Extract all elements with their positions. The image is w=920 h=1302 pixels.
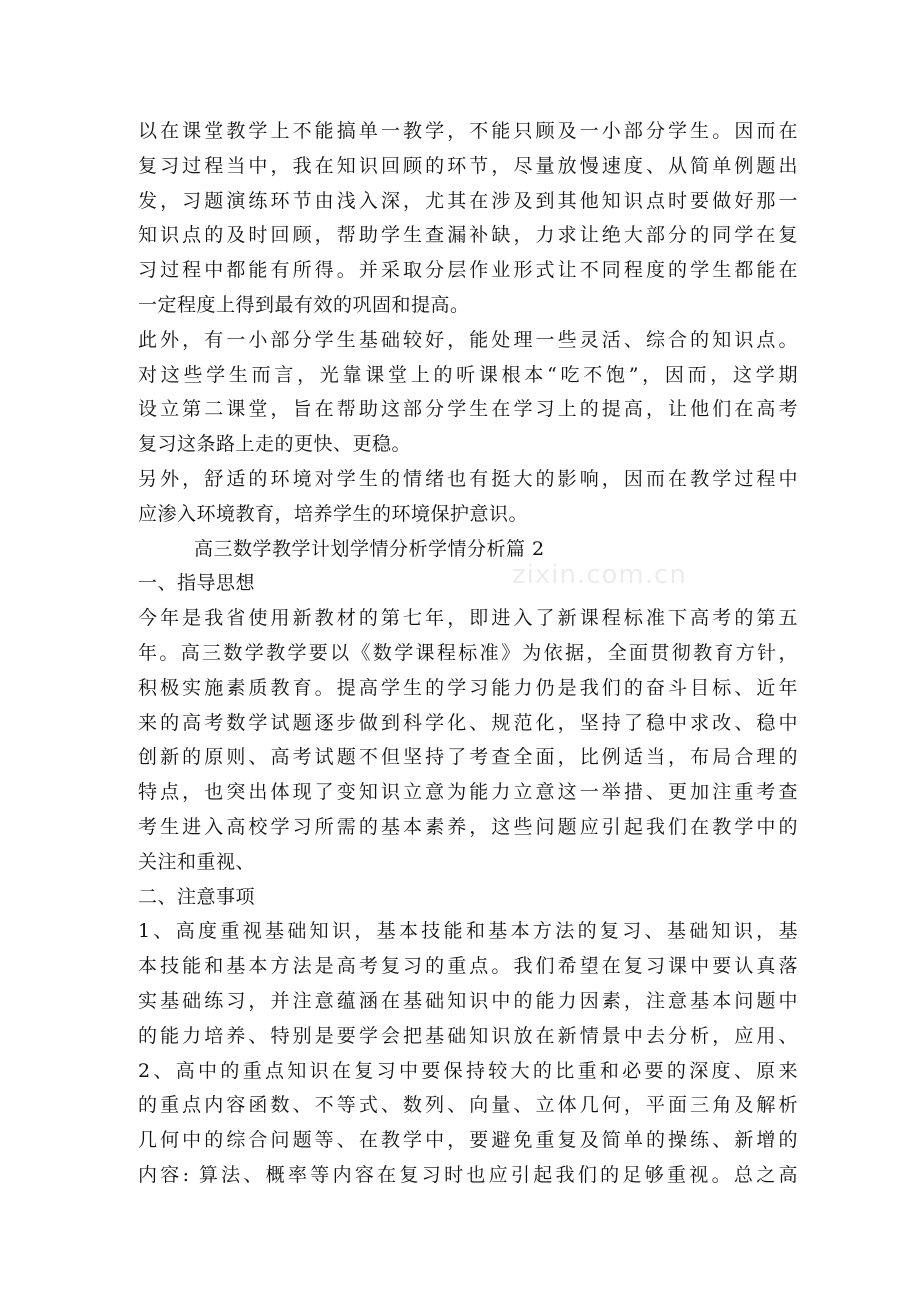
- text-line: 内容: 算法、概率等内容在复习时也应引起我们的足够重视。总之高: [138, 1163, 798, 1186]
- text-line: 一定程度上得到最有效的巩固和提高。: [138, 293, 470, 316]
- text-line: 实基础练习，并注意蕴涵在基础知识中的能力因素，注意基本问题中: [138, 989, 798, 1012]
- document-body: [138, 114, 798, 1193]
- paragraph-2: [138, 323, 798, 462]
- text-line: 本技能和基本方法是高考复习的重点。我们希望在复习课中要认真落: [138, 955, 798, 978]
- text-line: 2、高中的重点知识在复习中要保持较大的比重和必要的深度、原来: [138, 1059, 798, 1082]
- text-line: 发，习题演练环节由浅入深，尤其在涉及到其他知识点时要做好那一: [138, 189, 798, 212]
- heading-guiding-ideology: 一、指导思想: [138, 572, 256, 595]
- text-line: 以在课堂教学上不能搞单一教学，不能只顾及一小部分学生。因而在: [138, 120, 798, 142]
- text-line: 考生进入高校学习所需的基本素养，这些问题应引起我们在教学中的: [138, 815, 798, 838]
- text-line: 年。高三数学教学要以《数学课程标准》为依据，全面贯彻教育方针，: [138, 641, 798, 664]
- text-line: 来的高考数学试题逐步做到科学化、规范化，坚持了稳中求改、稳中: [138, 711, 798, 734]
- text-line: 习过程中都能有所得。并采取分层作业形式让不同程度的学生都能在: [138, 259, 798, 282]
- text-line: 关注和重视、: [138, 850, 256, 873]
- text-line: 几何中的综合问题等、在教学中，要避免重复及简单的操练、新增的: [138, 1129, 798, 1152]
- watermark: zixin.com.cn: [512, 560, 687, 590]
- text-line: 复习这条路上走的更快、更稳。: [138, 433, 412, 456]
- text-line: 对这些学生而言，光靠课堂上的听课根本“吃不饱”，因而，这学期: [138, 363, 798, 386]
- paragraph-3: [138, 462, 798, 532]
- paragraph-4: [138, 601, 798, 879]
- paragraph-1: [138, 114, 798, 323]
- heading-notes: 二、注意事项: [138, 885, 256, 908]
- paragraph-5: [138, 914, 798, 1053]
- paragraph-6: [138, 1054, 798, 1193]
- text-line: 知识点的及时回顾，帮助学生查漏补缺，力求让绝大部分的同学在复: [138, 224, 798, 247]
- text-line: 的能力培养、特别是要学会把基础知识放在新情景中去分析，应用、: [138, 1024, 798, 1047]
- text-line: 此外，有一小部分学生基础较好，能处理一些灵活、综合的知识点。: [138, 328, 798, 351]
- text-line: 复习过程当中，我在知识回顾的环节，尽量放慢速度、从简单例题出: [138, 154, 798, 177]
- text-line: 另外，舒适的环境对学生的情绪也有挺大的影响，因而在教学过程中: [138, 467, 798, 490]
- text-line: 1、高度重视基础知识，基本技能和基本方法的复习、基础知识，基: [138, 920, 798, 943]
- text-line: 积极实施素质教育。提高学生的学习能力仍是我们的奋斗目标、近年: [138, 676, 798, 699]
- text-line: 特点，也突出体现了变知识立意为能力立意这一举措、更加注重考查: [138, 781, 798, 804]
- text-line: 的重点内容函数、不等式、数列、向量、立体几何，平面三角及解析: [138, 1094, 798, 1117]
- text-line: 应渗入环境教育，培养学生的环境保护意识。: [138, 502, 529, 525]
- text-line: 创新的原则、高考试题不但坚持了考查全面，比例适当，布局合理的: [138, 746, 798, 769]
- section-title: 高三数学教学计划学情分析学情分析篇 2: [194, 537, 545, 560]
- text-line: 今年是我省使用新教材的第七年，即进入了新课程标准下高考的第五: [138, 607, 798, 630]
- text-line: 设立第二课堂，旨在帮助这部分学生在学习上的提高，让他们在高考: [138, 398, 798, 421]
